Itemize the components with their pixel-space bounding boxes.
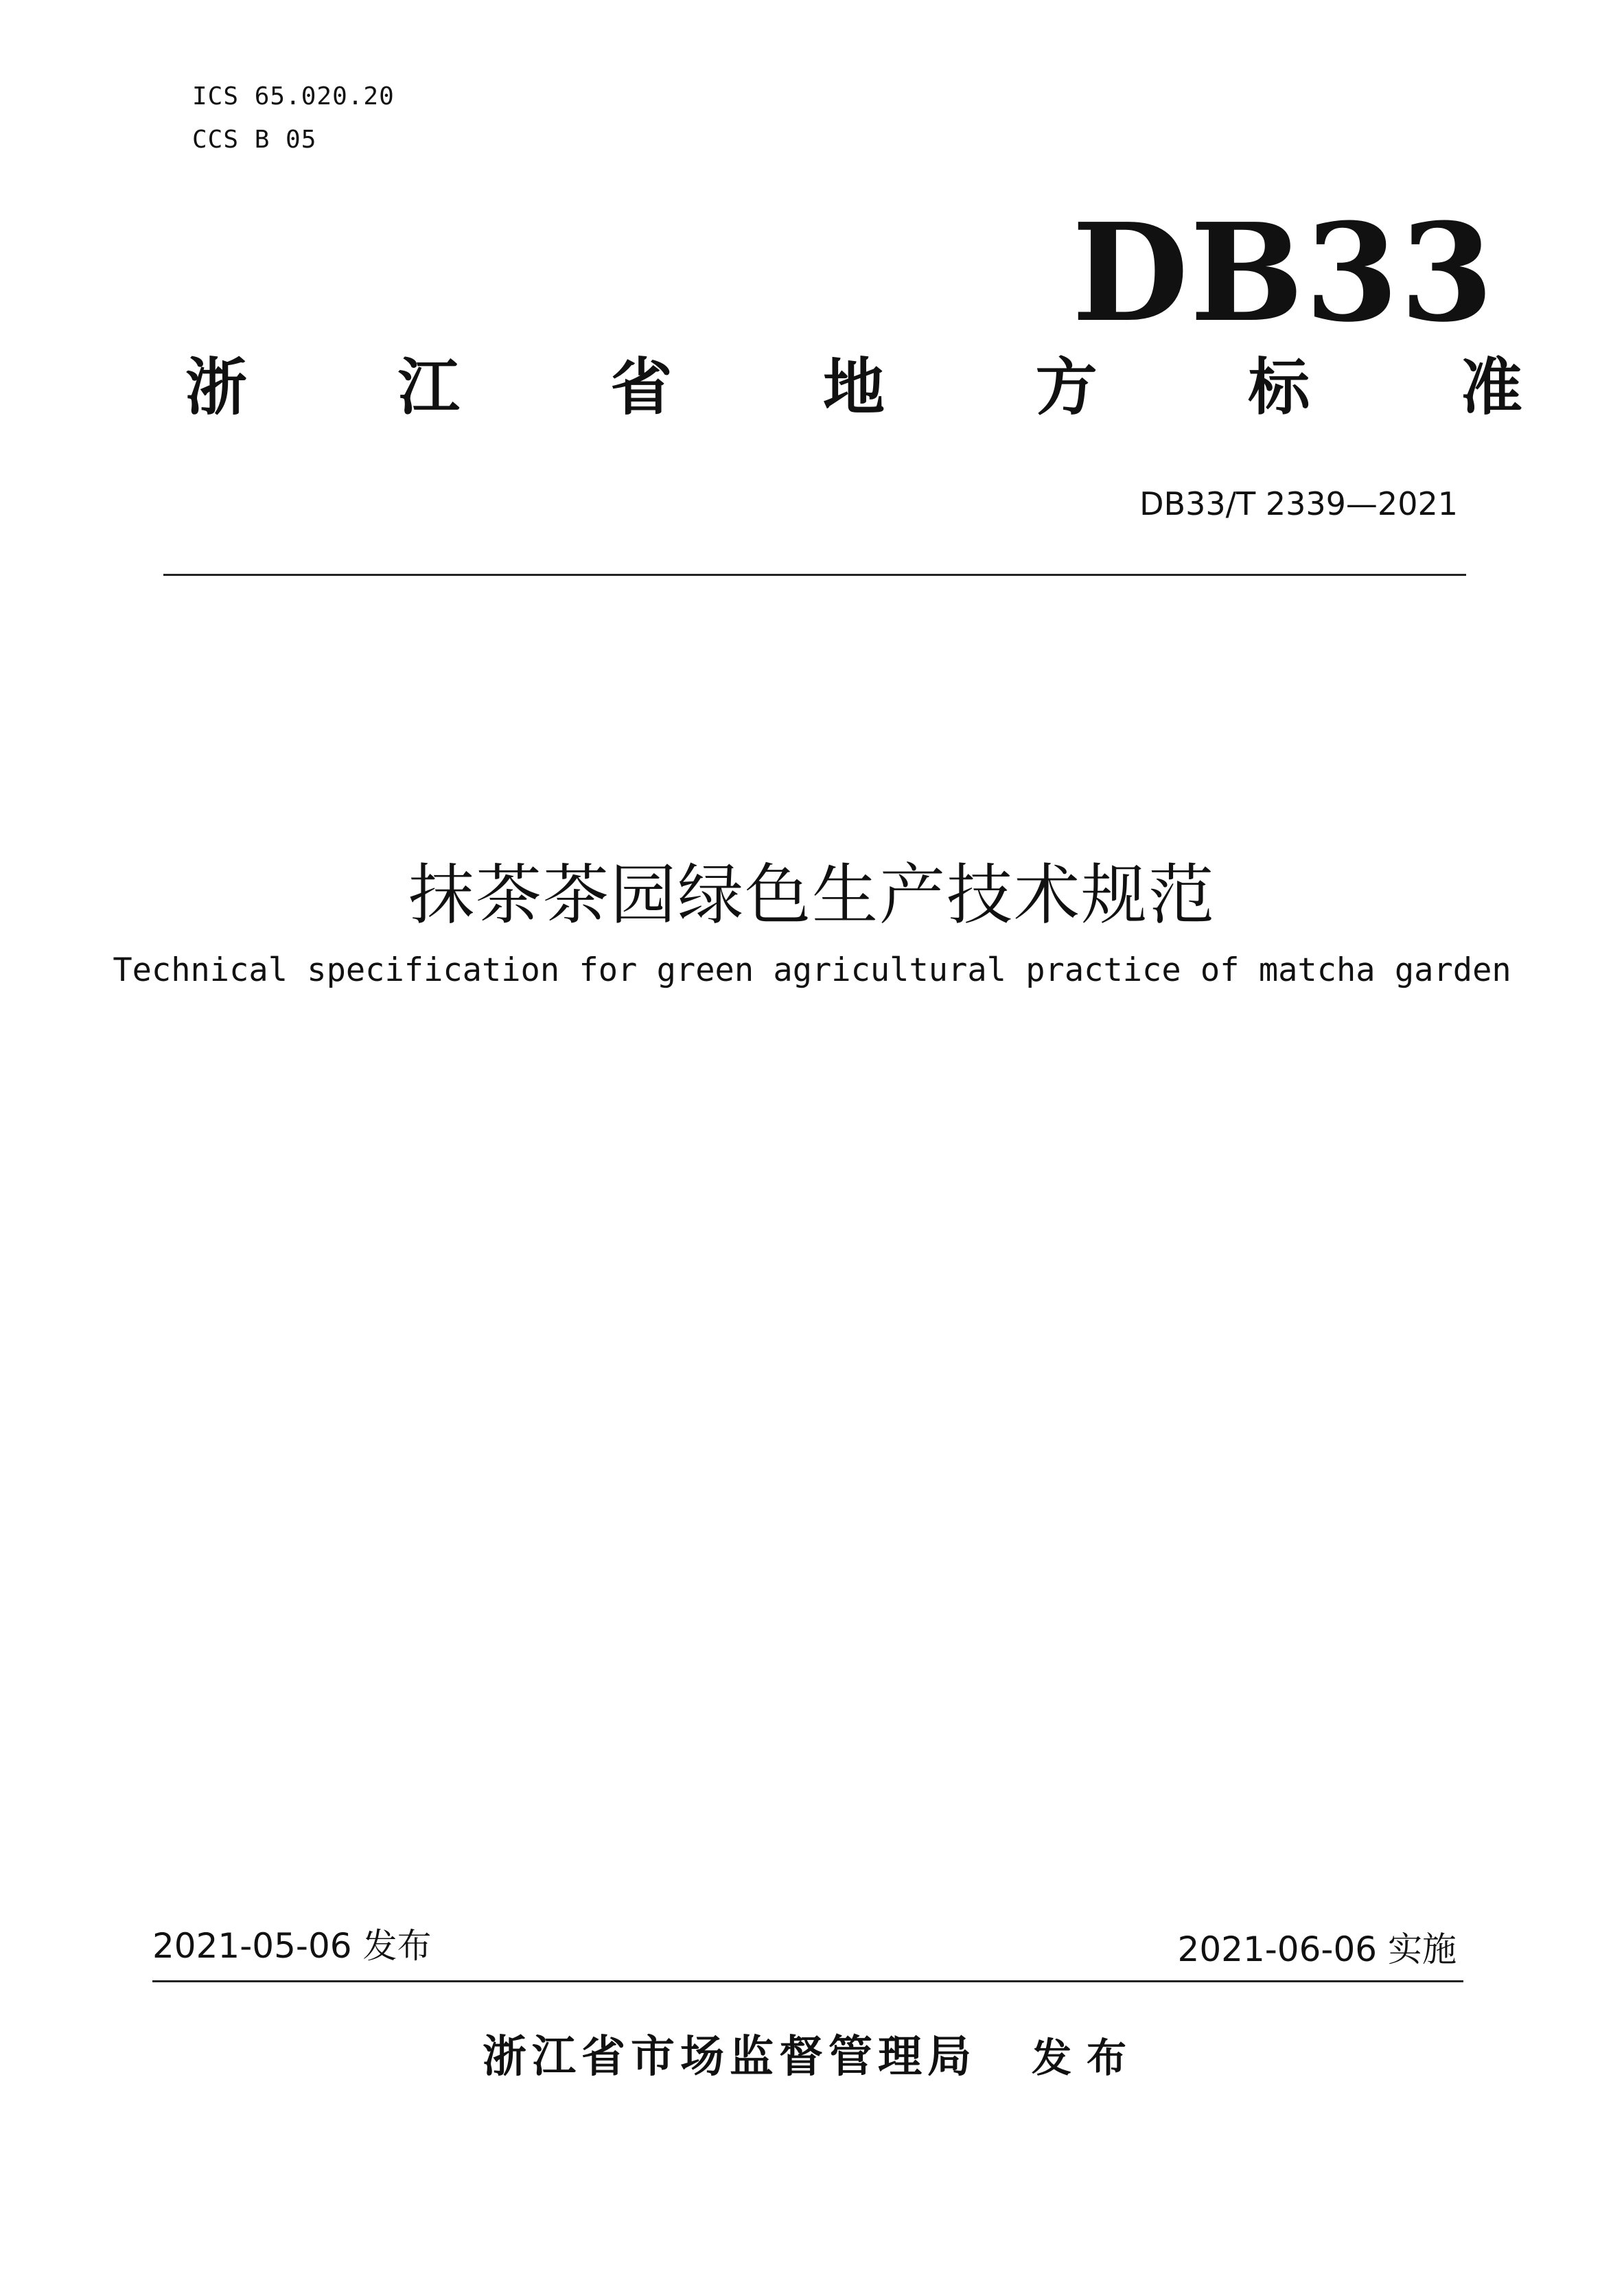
ics-code: ICS 65.020.20 (192, 82, 395, 111)
category-char: 地 (822, 351, 885, 424)
category-char: 江 (397, 351, 460, 424)
top-divider (163, 574, 1466, 576)
category-char: 省 (610, 351, 673, 424)
db-code-heading: DB33 (1071, 194, 1495, 352)
implement-date: 2021-06-06 实施 (1177, 1929, 1457, 1969)
publish-date: 2021-05-06 发布 (152, 1926, 432, 1966)
issuing-authority-line (0, 2021, 1624, 2085)
title-chinese: 抹茶茶园绿色生产技术规范 (408, 857, 1216, 934)
category-char: 浙 (185, 351, 247, 424)
bottom-divider (152, 1980, 1463, 1982)
standard-number: DB33/T 2339—2021 (1139, 485, 1458, 522)
standard-category (185, 351, 1522, 424)
issuing-authority: 浙江省市场监督管理局 (482, 2032, 977, 2083)
category-char: 准 (1460, 351, 1522, 424)
category-char: 方 (1035, 351, 1098, 424)
ccs-code: CCS B 05 (192, 126, 317, 154)
issue-action: 发布 (1031, 2034, 1141, 2081)
title-english: Technical specification for green agricultural practice of matcha garden (113, 951, 1511, 989)
category-char: 标 (1248, 351, 1310, 424)
